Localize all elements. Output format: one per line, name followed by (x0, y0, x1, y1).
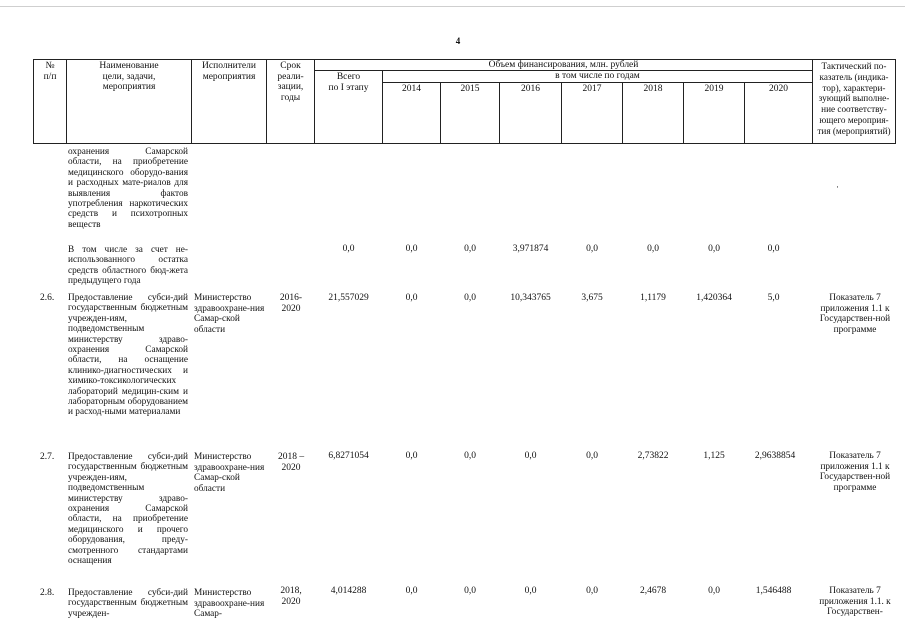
row-2-8-2015: 0,0 (464, 586, 476, 596)
row-2-7-2019: 1,125 (703, 451, 725, 461)
subrow-name: В том числе за счет не-использованного остатка средств областного бюд-жета предыдущего года (68, 245, 188, 287)
row-2-8-executor: Министерство здравоохране-ния Самар- (194, 588, 265, 620)
row-2-6-total: 21,557029 (328, 293, 369, 303)
header-year-2016: 2016 (521, 84, 540, 94)
row-2-8-2017: 0,0 (586, 586, 598, 596)
subrow-total: 0,0 (342, 244, 355, 254)
row-2-7-2016: 0,0 (524, 451, 537, 461)
row-2-8-2014: 0,0 (405, 586, 418, 596)
row-2-7-total: 6,8271054 (328, 451, 369, 461)
row-2-6-2017: 3,675 (581, 293, 603, 303)
header-num: № п/п (43, 61, 57, 82)
scan-top-edge (0, 6, 905, 7)
row-2-6-2014: 0,0 (405, 293, 418, 303)
row-2-8-2018: 2,4678 (639, 586, 667, 596)
row-2-7-2014: 0,0 (405, 451, 418, 461)
col-border-right (895, 59, 896, 143)
row-2-6-executor: Министерство здравоохране-ния Самар-ской области (194, 293, 265, 335)
row-2-7-2020: 2,9638854 (754, 451, 796, 461)
row-2-6-2016: 10,343765 (510, 293, 551, 303)
row-2-8-number: 2.8. (40, 588, 55, 598)
header-total: Всего по I этапу (328, 72, 369, 93)
row-2-8-name: Предоставление субси-дий государственным бюджетным учрежден- (68, 588, 188, 619)
row-2-8-2019: 0,0 (708, 586, 720, 596)
row-2-6-number: 2.6. (40, 293, 55, 303)
row-2-8-total: 4,014288 (330, 586, 367, 596)
row-2-7-executor: Министерство здравоохране-ния Самар-ской области (194, 452, 265, 494)
row-2-8-2020: 1,546488 (755, 586, 792, 596)
header-bottom-border (33, 143, 896, 144)
header-year-2018: 2018 (643, 84, 663, 94)
header-year-2015: 2015 (460, 84, 480, 94)
header-by-years: в том числе по годам (555, 71, 640, 81)
row-2-6-2020: 5,0 (767, 293, 780, 303)
header-year-2014: 2014 (402, 84, 421, 94)
subrow-2018: 0,0 (647, 244, 659, 254)
row-2-6-2015: 0,0 (464, 293, 476, 303)
subrow-2017: 0,0 (586, 244, 598, 254)
header-year-2017: 2017 (582, 84, 602, 94)
header-year-2019: 2019 (704, 84, 724, 94)
subrow-2019: 0,0 (708, 244, 720, 254)
row-2-8-indicator: Показатель 7 приложения 1.1. к Государствен- (819, 586, 891, 618)
row-2-7-2017: 0,0 (586, 451, 598, 461)
years-header-rule (382, 82, 812, 83)
row-2-7-2018: 2,73822 (637, 451, 669, 461)
row-2-6-2019: 1,420364 (696, 293, 732, 303)
page-number: 4 (455, 36, 461, 46)
row-2-8-2016: 0,0 (524, 586, 537, 596)
continuation-text: охранения Самарской области, на приобретение медицинского оборудо-вания и расходных мате-риалов для выявления фактов употребления наркотических средств и психотропных веществ (68, 147, 188, 230)
header-indicator: Тактический по- казатель (индика- тор), характери- зующий выполне- ние соответству- ющего мероприя- тия (мероприятий) (817, 61, 891, 136)
subrow-2015: 0,0 (464, 244, 476, 254)
row-2-6-indicator: Показатель 7 приложения 1.1 к Государствен-ной программе (819, 293, 891, 335)
header-executors: Исполнители мероприятия (202, 61, 256, 82)
row-2-6-name: Предоставление субси-дий государственным бюджетным учрежден-иям, подведомственным министерству здраво-охранения Самарской области, на оснащение клинико-диагностических и химико-токсикологических лабораторий медицин-ским и лабораторным оборудованием и расход-ными материалами (68, 293, 188, 418)
header-term: Срок реали- зации, годы (277, 61, 304, 103)
row-2-7-term: 2018 – 2020 (277, 452, 305, 473)
subrow-2016: 3,971874 (512, 244, 549, 254)
header-funding: Объем финансирования, млн. рублей (488, 60, 639, 70)
subrow-2020: 0,0 (767, 244, 780, 254)
row-2-8-term: 2018, 2020 (280, 586, 302, 607)
header-year-2020: 2020 (769, 84, 788, 94)
subrow-2014: 0,0 (405, 244, 418, 254)
row-2-7-indicator: Показатель 7 приложения 1.1 к Государствен-ной программе (819, 451, 891, 493)
row-2-7-2015: 0,0 (464, 451, 476, 461)
scan-speck: · (836, 182, 839, 192)
row-2-6-2018: 1,1179 (640, 293, 666, 303)
row-2-7-number: 2.7. (40, 452, 55, 462)
header-name: Наименование цели, задачи, мероприятия (99, 61, 159, 92)
row-2-6-term: 2016- 2020 (279, 293, 303, 314)
row-2-7-name: Предоставление субси-дий государственным бюджетным учрежден-иям, подведомственным министерству здраво-охранения Самарской области, на приобретение медицинского и прочего оборудования, преду-смотренного стандартами оснащения (68, 452, 188, 567)
